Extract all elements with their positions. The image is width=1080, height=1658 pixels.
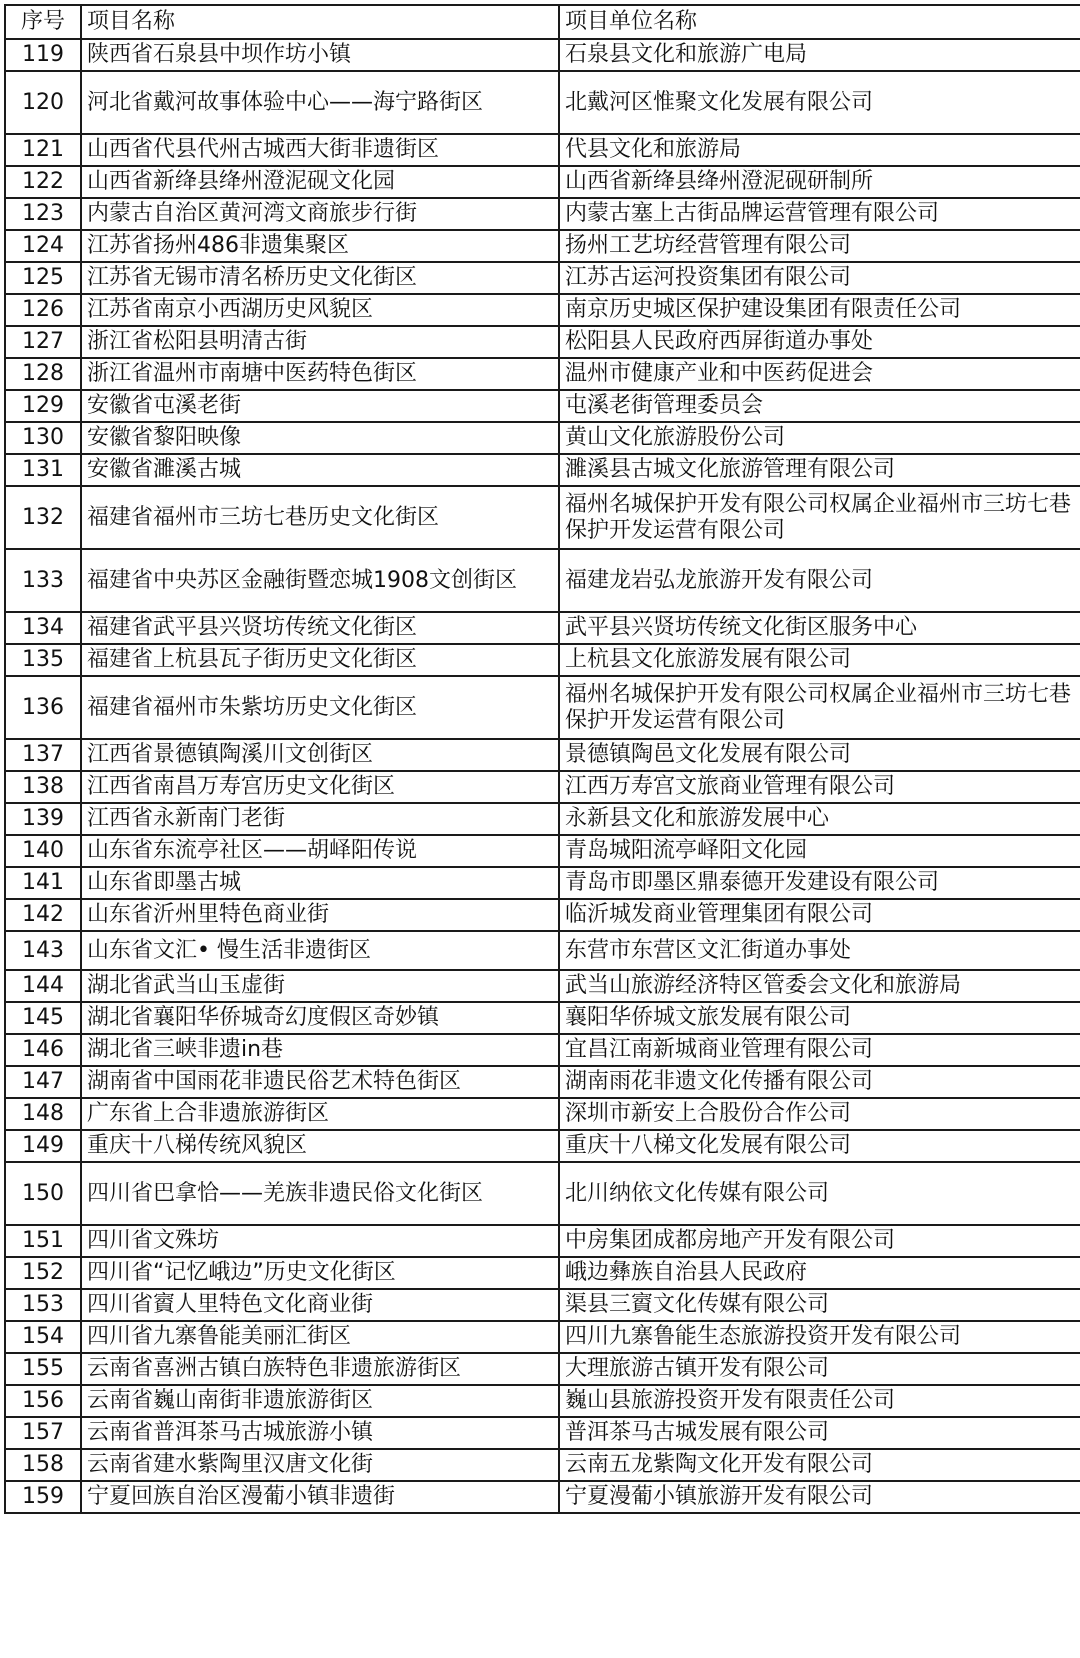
- cell-project-name: 福建省福州市朱紫坊历史文化街区: [81, 676, 559, 739]
- cell-project-unit: 南京历史城区保护建设集团有限责任公司: [559, 294, 1080, 326]
- table-row: [5, 1034, 1080, 1066]
- cell-number: 126: [5, 294, 81, 326]
- table-row: [5, 1385, 1080, 1417]
- cell-project-unit: 青岛城阳流亭峄阳文化园: [559, 835, 1080, 867]
- cell-number: 155: [5, 1353, 81, 1385]
- cell-number: 132: [5, 486, 81, 549]
- cell-project-unit: 东营市东营区文汇街道办事处: [559, 931, 1080, 970]
- cell-number: 152: [5, 1257, 81, 1289]
- table-row: [5, 899, 1080, 931]
- cell-project-name: 安徽省屯溪老街: [81, 390, 559, 422]
- table-row: [5, 549, 1080, 612]
- cell-project-unit: 湖南雨花非遗文化传播有限公司: [559, 1066, 1080, 1098]
- cell-project-name: 江苏省南京小西湖历史风貌区: [81, 294, 559, 326]
- table-row: [5, 1417, 1080, 1449]
- cell-project-name: 内蒙古自治区黄河湾文商旅步行街: [81, 198, 559, 230]
- cell-project-name: 山西省新绛县绛州澄泥砚文化园: [81, 166, 559, 198]
- table-row: [5, 1225, 1080, 1257]
- cell-project-unit: 温州市健康产业和中医药促进会: [559, 358, 1080, 390]
- cell-number: 134: [5, 612, 81, 644]
- cell-project-name: 安徽省黎阳映像: [81, 422, 559, 454]
- cell-number: 138: [5, 771, 81, 803]
- table-row: [5, 1098, 1080, 1130]
- cell-number: 148: [5, 1098, 81, 1130]
- cell-number: 141: [5, 867, 81, 899]
- header-number: 序号: [5, 5, 81, 39]
- table-row: [5, 326, 1080, 358]
- table-row: [5, 390, 1080, 422]
- table-row: [5, 1162, 1080, 1225]
- header-project-name: 项目名称: [81, 5, 559, 39]
- cell-number: 158: [5, 1449, 81, 1481]
- cell-number: 144: [5, 970, 81, 1002]
- cell-project-name: 福建省武平县兴贤坊传统文化街区: [81, 612, 559, 644]
- cell-number: 130: [5, 422, 81, 454]
- table-row: [5, 739, 1080, 771]
- cell-number: 122: [5, 166, 81, 198]
- cell-number: 150: [5, 1162, 81, 1225]
- cell-project-name: 湖北省武当山玉虚街: [81, 970, 559, 1002]
- cell-project-unit: 青岛市即墨区鼎泰德开发建设有限公司: [559, 867, 1080, 899]
- cell-project-name: 陕西省石泉县中坝作坊小镇: [81, 39, 559, 71]
- table-row: [5, 1321, 1080, 1353]
- project-table: [4, 4, 1080, 1514]
- cell-number: 121: [5, 134, 81, 166]
- cell-project-unit: 石泉县文化和旅游广电局: [559, 39, 1080, 71]
- table-row: [5, 1002, 1080, 1034]
- cell-project-unit: 上杭县文化旅游发展有限公司: [559, 644, 1080, 676]
- table-row: [5, 71, 1080, 134]
- cell-project-unit: 屯溪老街管理委员会: [559, 390, 1080, 422]
- cell-project-name: 江苏省无锡市清名桥历史文化街区: [81, 262, 559, 294]
- cell-project-name: 福建省中央苏区金融街暨恋城1908文创街区: [81, 549, 559, 612]
- cell-project-name: 山西省代县代州古城西大街非遗街区: [81, 134, 559, 166]
- cell-project-unit: 重庆十八梯文化发展有限公司: [559, 1130, 1080, 1162]
- cell-project-name: 江苏省扬州486非遗集聚区: [81, 230, 559, 262]
- table-row: [5, 970, 1080, 1002]
- table-row: [5, 166, 1080, 198]
- cell-project-unit: 渠县三賨文化传媒有限公司: [559, 1289, 1080, 1321]
- cell-number: 123: [5, 198, 81, 230]
- cell-number: 145: [5, 1002, 81, 1034]
- cell-project-name: 山东省东流亭社区——胡峄阳传说: [81, 835, 559, 867]
- cell-number: 159: [5, 1481, 81, 1513]
- cell-project-name: 四川省文殊坊: [81, 1225, 559, 1257]
- cell-number: 139: [5, 803, 81, 835]
- table-row: [5, 1257, 1080, 1289]
- cell-number: 151: [5, 1225, 81, 1257]
- cell-number: 140: [5, 835, 81, 867]
- table-row: [5, 422, 1080, 454]
- cell-project-name: 安徽省濉溪古城: [81, 454, 559, 486]
- cell-number: 128: [5, 358, 81, 390]
- table-row: [5, 644, 1080, 676]
- table-row: [5, 262, 1080, 294]
- cell-project-name: 云南省普洱茶马古城旅游小镇: [81, 1417, 559, 1449]
- cell-number: 135: [5, 644, 81, 676]
- table-row: [5, 358, 1080, 390]
- cell-project-unit: 北戴河区惟聚文化发展有限公司: [559, 71, 1080, 134]
- table-row: [5, 931, 1080, 970]
- table-row: [5, 294, 1080, 326]
- table-row: [5, 803, 1080, 835]
- cell-project-name: 四川省“记忆峨边”历史文化街区: [81, 1257, 559, 1289]
- cell-project-unit: 武当山旅游经济特区管委会文化和旅游局: [559, 970, 1080, 1002]
- cell-number: 124: [5, 230, 81, 262]
- cell-number: 137: [5, 739, 81, 771]
- cell-project-name: 宁夏回族自治区漫葡小镇非遗街: [81, 1481, 559, 1513]
- cell-project-unit: 普洱茶马古城发展有限公司: [559, 1417, 1080, 1449]
- cell-project-unit: 大理旅游古镇开发有限公司: [559, 1353, 1080, 1385]
- table-header-row: [5, 5, 1080, 39]
- table-body: [5, 39, 1080, 1513]
- cell-project-name: 江西省永新南门老街: [81, 803, 559, 835]
- table-row: [5, 771, 1080, 803]
- table-row: [5, 198, 1080, 230]
- cell-project-name: 四川省九寨鲁能美丽汇街区: [81, 1321, 559, 1353]
- cell-number: 147: [5, 1066, 81, 1098]
- cell-project-unit: 扬州工艺坊经营管理有限公司: [559, 230, 1080, 262]
- cell-number: 127: [5, 326, 81, 358]
- cell-project-name: 江西省南昌万寿宫历史文化街区: [81, 771, 559, 803]
- header-project-unit: 项目单位名称: [559, 5, 1080, 39]
- cell-project-unit: 松阳县人民政府西屏街道办事处: [559, 326, 1080, 358]
- cell-number: 143: [5, 931, 81, 970]
- cell-project-name: 河北省戴河故事体验中心——海宁路街区: [81, 71, 559, 134]
- table-row: [5, 612, 1080, 644]
- table-row: [5, 1289, 1080, 1321]
- cell-project-unit: 濉溪县古城文化旅游管理有限公司: [559, 454, 1080, 486]
- cell-project-unit: 云南五龙紫陶文化开发有限公司: [559, 1449, 1080, 1481]
- cell-project-name: 云南省巍山南街非遗旅游街区: [81, 1385, 559, 1417]
- cell-project-unit: 宁夏漫葡小镇旅游开发有限公司: [559, 1481, 1080, 1513]
- cell-project-name: 四川省賨人里特色文化商业街: [81, 1289, 559, 1321]
- cell-project-unit: 襄阳华侨城文旅发展有限公司: [559, 1002, 1080, 1034]
- cell-project-unit: 巍山县旅游投资开发有限责任公司: [559, 1385, 1080, 1417]
- table-row: [5, 867, 1080, 899]
- cell-number: 149: [5, 1130, 81, 1162]
- cell-project-unit: 福建龙岩弘龙旅游开发有限公司: [559, 549, 1080, 612]
- cell-project-name: 广东省上合非遗旅游街区: [81, 1098, 559, 1130]
- table-row: [5, 676, 1080, 739]
- cell-project-name: 重庆十八梯传统风貌区: [81, 1130, 559, 1162]
- cell-project-unit: 内蒙古塞上古街品牌运营管理有限公司: [559, 198, 1080, 230]
- cell-project-name: 云南省建水紫陶里汉唐文化街: [81, 1449, 559, 1481]
- cell-project-unit: 四川九寨鲁能生态旅游投资开发有限公司: [559, 1321, 1080, 1353]
- table-row: [5, 835, 1080, 867]
- table-row: [5, 39, 1080, 71]
- cell-project-name: 浙江省温州市南塘中医药特色街区: [81, 358, 559, 390]
- cell-project-unit: 临沂城发商业管理集团有限公司: [559, 899, 1080, 931]
- table-row: [5, 1449, 1080, 1481]
- table-row: [5, 134, 1080, 166]
- cell-number: 125: [5, 262, 81, 294]
- cell-project-unit: 江苏古运河投资集团有限公司: [559, 262, 1080, 294]
- cell-project-name: 云南省喜洲古镇白族特色非遗旅游街区: [81, 1353, 559, 1385]
- cell-project-unit: 宜昌江南新城商业管理有限公司: [559, 1034, 1080, 1066]
- cell-project-unit: 深圳市新安上合股份合作公司: [559, 1098, 1080, 1130]
- cell-number: 157: [5, 1417, 81, 1449]
- cell-number: 131: [5, 454, 81, 486]
- cell-project-name: 湖北省三峡非遗in巷: [81, 1034, 559, 1066]
- cell-project-unit: 峨边彝族自治县人民政府: [559, 1257, 1080, 1289]
- cell-number: 129: [5, 390, 81, 422]
- cell-number: 120: [5, 71, 81, 134]
- cell-project-name: 福建省上杭县瓦子街历史文化街区: [81, 644, 559, 676]
- cell-number: 119: [5, 39, 81, 71]
- cell-number: 156: [5, 1385, 81, 1417]
- table-row: [5, 486, 1080, 549]
- cell-project-unit: 永新县文化和旅游发展中心: [559, 803, 1080, 835]
- cell-number: 136: [5, 676, 81, 739]
- table-row: [5, 1353, 1080, 1385]
- cell-project-unit: 武平县兴贤坊传统文化街区服务中心: [559, 612, 1080, 644]
- table-row: [5, 1130, 1080, 1162]
- table-row: [5, 230, 1080, 262]
- cell-number: 133: [5, 549, 81, 612]
- cell-project-unit: 景德镇陶邑文化发展有限公司: [559, 739, 1080, 771]
- cell-project-name: 福建省福州市三坊七巷历史文化街区: [81, 486, 559, 549]
- cell-project-unit: 福州名城保护开发有限公司权属企业福州市三坊七巷保护开发运营有限公司: [559, 676, 1080, 739]
- cell-project-name: 江西省景德镇陶溪川文创街区: [81, 739, 559, 771]
- cell-number: 153: [5, 1289, 81, 1321]
- cell-number: 142: [5, 899, 81, 931]
- cell-project-unit: 中房集团成都房地产开发有限公司: [559, 1225, 1080, 1257]
- cell-project-name: 湖南省中国雨花非遗民俗艺术特色街区: [81, 1066, 559, 1098]
- cell-project-unit: 北川纳依文化传媒有限公司: [559, 1162, 1080, 1225]
- cell-project-unit: 山西省新绛县绛州澄泥砚研制所: [559, 166, 1080, 198]
- cell-project-name: 浙江省松阳县明清古街: [81, 326, 559, 358]
- cell-project-name: 湖北省襄阳华侨城奇幻度假区奇妙镇: [81, 1002, 559, 1034]
- cell-project-name: 山东省沂州里特色商业街: [81, 899, 559, 931]
- cell-project-unit: 江西万寿宫文旅商业管理有限公司: [559, 771, 1080, 803]
- cell-project-unit: 代县文化和旅游局: [559, 134, 1080, 166]
- table-row: [5, 1066, 1080, 1098]
- cell-project-unit: 福州名城保护开发有限公司权属企业福州市三坊七巷保护开发运营有限公司: [559, 486, 1080, 549]
- cell-number: 154: [5, 1321, 81, 1353]
- cell-project-name: 山东省即墨古城: [81, 867, 559, 899]
- cell-project-name: 四川省巴拿恰——羌族非遗民俗文化街区: [81, 1162, 559, 1225]
- cell-project-unit: 黄山文化旅游股份公司: [559, 422, 1080, 454]
- cell-number: 146: [5, 1034, 81, 1066]
- cell-project-name: 山东省文汇• 慢生活非遗街区: [81, 931, 559, 970]
- table-row: [5, 1481, 1080, 1513]
- table-row: [5, 454, 1080, 486]
